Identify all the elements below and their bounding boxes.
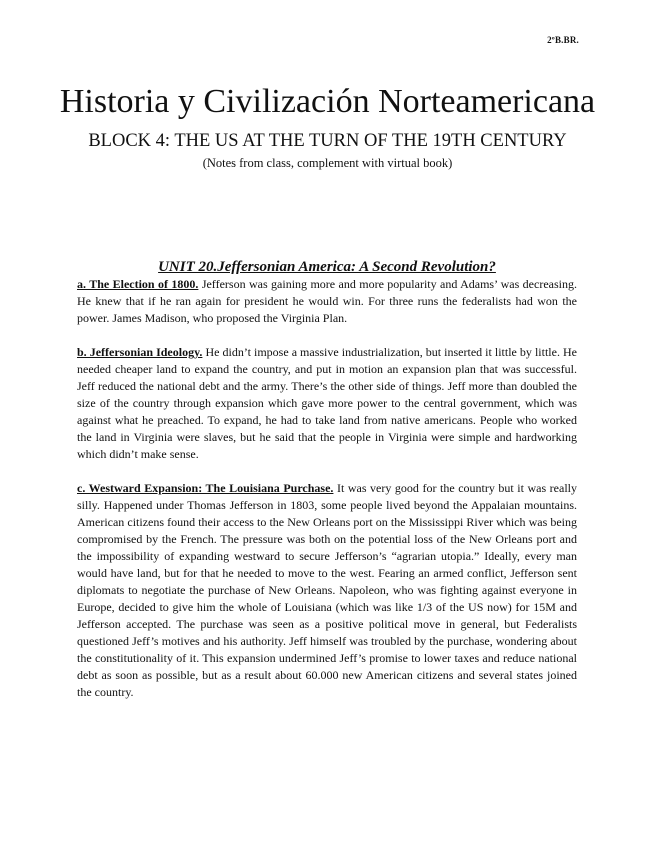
section-jeffersonian-ideology: [77, 344, 577, 463]
title-block: [0, 80, 655, 171]
section-heading: a. The Election of 1800.: [77, 277, 199, 291]
block-title: BLOCK 4: THE US AT THE TURN OF THE 19TH CENTURY: [88, 131, 567, 151]
main-title: Historia y Civilización Norteamericana: [59, 83, 596, 120]
section-heading: b. Jeffersonian Ideology.: [77, 345, 203, 359]
section-body: It was very good for the country but it was really silly. Happened under Thomas Jefferson in 1803, some people lived beyond the Appalaian mountains. American citizens found their access to the New Orleans port on the Mississippi River which was being compromised by the French. The pressure was both on the potential loss of the New Orleans port and the impossibility of expanding westward to secure Jefferson’s “agrarian utopia.” Ideally, every man would have land, but for that he needed to move to the west. Fearing an armed conflict, Jefferson sent diplomats to negotiate the purchase of New Orleans. Napoleon, who was fighting against everyone in Europe, decided to give him the whole of Louisiana (which was like 1/3 of the US now) for 15M and Jefferson accepted. The purchase was seen as a positive political move in general, but Federalists questioned Jeff’s motives and his authority. Jeff himself was troubled by the purchase, wondering about the constitutionality of it. This expansion undermined Jeff’s promise to lower taxes and reduce national debt as soon as possible, but as a result about 60.000 new American citizens and several states joined the country.: [77, 481, 578, 699]
section-body: Jefferson was gaining more and more popularity and Adams’ was decreasing. He knew that if he ran again for president he would win. For three runs the federalists had won the power. James Madison, who proposed the Virginia Plan.: [77, 277, 577, 325]
notes-content: [77, 258, 577, 701]
section-election-1800: [77, 276, 577, 327]
corner-label: 2ºB.BR.: [547, 35, 579, 45]
unit-title: UNIT 20.Jeffersonian America: A Second Revolution?: [158, 259, 496, 275]
section-heading: c. Westward Expansion: The Louisiana Purchase.: [77, 481, 334, 495]
section-westward-expansion: [77, 480, 577, 701]
section-body: He didn’t impose a massive industrialization, but inserted it little by little. He needed cheaper land to expand the country, and put in motion an expansion plan that was successful. Jeff reduced the national debt and the army. There’s the other side of things. Jeff more than doubled the size of the country through expansion which gave more power to the central government, which was against what he preached. To expand, he had to take land from native americans. People who worked the land in Virginia were slaves, but he said that the people in Virginia were simple and hardworking which didn’t make sense.: [77, 345, 577, 461]
block-subtitle: (Notes from class, complement with virtual book): [202, 156, 453, 170]
